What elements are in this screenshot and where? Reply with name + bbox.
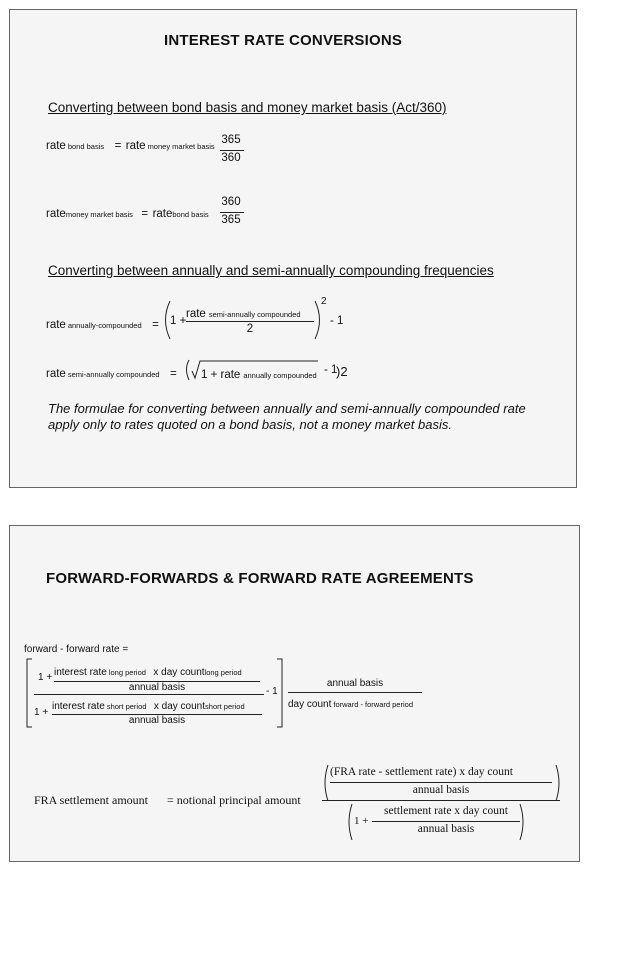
fra-equals-notional: = notional principal amount bbox=[167, 793, 301, 807]
formula-lhs: rate bbox=[46, 368, 66, 380]
fraction-bar bbox=[220, 212, 244, 213]
formula-money-market-basis bbox=[46, 204, 209, 222]
minus-one: - 1 bbox=[324, 364, 338, 376]
short-period-subscript: short period bbox=[106, 702, 147, 711]
formula-lhs-subscript: bond basis bbox=[67, 142, 105, 151]
formula-lhs: rate bbox=[46, 208, 66, 220]
formula-lhs-subscript: money market basis bbox=[65, 210, 133, 219]
minus-one: - 1 bbox=[266, 686, 278, 697]
formula-semi-annually-compounded bbox=[46, 364, 177, 382]
fraction-denominator: 2 bbox=[246, 323, 254, 335]
fra-bottom-bar bbox=[372, 821, 520, 822]
formula-equals: = bbox=[170, 368, 177, 380]
slide-title: FORWARD-FORWARDS & FORWARD RATE AGREEMENTS bbox=[46, 570, 474, 587]
fraction-denominator: 360 bbox=[221, 152, 241, 164]
one-plus-rate: 1 + rate bbox=[201, 369, 241, 381]
main-fraction-bar bbox=[34, 694, 264, 695]
formula-rhs: rate bbox=[152, 208, 173, 220]
right-bracket bbox=[276, 658, 284, 728]
fraction-numerator: 360 bbox=[221, 196, 241, 208]
note-text: The formulae for converting between annually and semi-annually compounded rate apply only to rates quoted on a bond basis, not a money market basis. bbox=[48, 401, 526, 432]
slide-interest-rate-conversions bbox=[9, 9, 577, 488]
formula-rhs: rate bbox=[125, 140, 146, 152]
right-fraction-numerator: annual basis bbox=[326, 678, 384, 689]
formula-lhs: rate bbox=[46, 319, 66, 331]
short-period-subscript: short period bbox=[205, 702, 245, 711]
exponent: 2 bbox=[321, 296, 327, 307]
day-count-text: x day count bbox=[153, 667, 205, 678]
formula-bond-basis bbox=[46, 136, 215, 154]
section-heading-compounding: Converting between annually and semi-annually compounding frequencies bbox=[48, 263, 494, 278]
formula-lhs-subscript: semi-annually compounded bbox=[67, 370, 160, 379]
long-period-subscript: long period bbox=[204, 668, 242, 677]
right-fraction-bar bbox=[288, 692, 422, 693]
slide-forward-rate-agreements bbox=[9, 525, 580, 862]
formula-equals: = bbox=[152, 319, 159, 331]
rate-subscript: annually compounded bbox=[243, 371, 317, 380]
rate-subscript: semi-annually compounded bbox=[208, 310, 301, 319]
fraction-denominator: 365 bbox=[221, 214, 241, 226]
fra-top-bar bbox=[330, 782, 552, 783]
formula-lhs-subscript: annually-compounded bbox=[67, 321, 142, 330]
fraction-bar bbox=[220, 150, 244, 151]
left-bracket bbox=[26, 658, 34, 728]
forward-period-subscript: forward - forward period bbox=[333, 700, 413, 709]
bottom-fraction-numerator bbox=[52, 696, 245, 714]
fra-bottom-numerator: settlement rate x day count bbox=[384, 805, 508, 817]
times-two: 2 bbox=[340, 364, 348, 379]
minus-one: - 1 bbox=[330, 315, 344, 327]
bottom-fraction-denominator: annual basis bbox=[128, 715, 186, 726]
fraction-bar bbox=[186, 321, 314, 322]
interest-rate-text: interest rate bbox=[54, 667, 107, 678]
day-count-text: day count bbox=[288, 699, 332, 710]
formula-annually-compounded bbox=[46, 315, 159, 333]
rate-text: rate bbox=[186, 308, 206, 320]
day-count-text: x day count bbox=[153, 701, 206, 712]
formula-rhs-subscript: bond basis bbox=[172, 210, 209, 219]
fraction-numerator bbox=[186, 304, 301, 322]
slide-title: INTEREST RATE CONVERSIONS bbox=[164, 32, 403, 49]
top-fraction-numerator bbox=[54, 662, 242, 680]
forward-forward-label: forward - forward rate = bbox=[24, 644, 129, 655]
top-fraction-denominator: annual basis bbox=[128, 682, 186, 693]
right-fraction-denominator bbox=[288, 694, 413, 712]
formula-equals: = bbox=[141, 208, 149, 220]
fra-settlement-label: FRA settlement amount bbox=[34, 793, 148, 807]
one-plus-top: 1 + bbox=[38, 672, 53, 683]
fraction-numerator: 365 bbox=[221, 134, 241, 146]
closing-paren-times: )2 bbox=[336, 364, 348, 379]
interest-rate-text: interest rate bbox=[52, 701, 105, 712]
fra-one-plus: 1 + bbox=[354, 815, 369, 827]
section-heading-bond-money-market: Converting between bond basis and money market basis (Act/360) bbox=[48, 100, 447, 115]
one-plus: 1 + bbox=[170, 315, 187, 327]
one-plus-bottom: 1 + bbox=[34, 707, 49, 718]
formula-equals: = bbox=[114, 140, 122, 152]
long-period-subscript: long period bbox=[108, 668, 146, 677]
formula-lhs: rate bbox=[46, 140, 66, 152]
formula-rhs-subscript: money market basis bbox=[147, 142, 215, 151]
root-content bbox=[201, 365, 317, 383]
fra-top-denominator: annual basis bbox=[412, 784, 470, 796]
fra-main-bar bbox=[322, 800, 560, 801]
fra-bottom-denominator: annual basis bbox=[417, 823, 475, 835]
fra-top-numerator: (FRA rate - settlement rate) x day count bbox=[330, 766, 513, 778]
